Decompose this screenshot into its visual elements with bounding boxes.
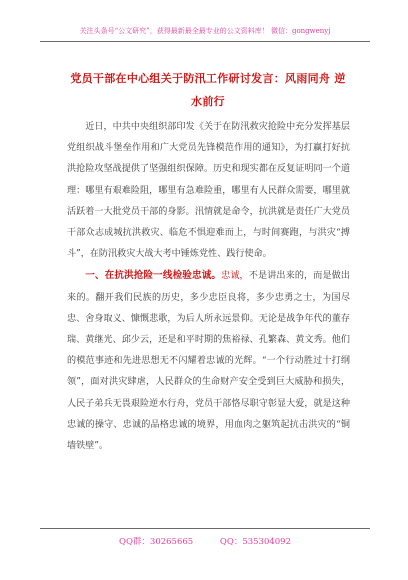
paragraph-intro-text: 近日，中共中央组织部印发《关于在防汛救灾抢险中充分发挥基层党组织战斗堡垒作用和广大党员先锋模范作用的通知》，为打赢打好抗洪抢险攻坚战提供了坚强组织保障。历史和现实都在反复证明同一个道理：哪里有艰难险阻，哪里有急难险重，哪里有人民群众需要，哪里就活跃着一大批党员干部的身影。汛情就是命令，抗洪就是责任广大党员干部众志成城抗洪救灾、临危不惧迎难而上，与时间赛跑，与洪灾“搏斗”，在防汛救灾大战大考中锤炼党性、践行使命。 bbox=[67, 122, 350, 260]
header-banner: 关注头条号“公文研究”，获得最新最全最专业的公文资料库！ 微信：gongwenyj bbox=[40, 26, 370, 42]
footer-contacts bbox=[40, 528, 370, 547]
document-body bbox=[67, 117, 350, 457]
paragraph-section-1 bbox=[67, 265, 350, 457]
section-1-text: 不是讲出来的，而是做出来的。翻开我们民族的历史，多少忠臣良将，多少忠勇之士，为国尽忠、舍身取义、慷慨悲歌，为后人所永远景仰。无论是战争年代的董存瑞、黄继光、邱少云，还是和平时期的焦裕禄、孔繁森、黄文秀。他们的模范事迹和先进思想无不闪耀着忠诚的光辉。“一个行动胜过十打纲领”，面对洪灾肆虐，人民群众的生命财产安全受到巨大威胁和损失，人民子弟兵无畏艰险逆水行舟，党员干部恪尽职守彰显大爱，就是这种忠诚的操守、忠诚的品格忠诚的境界，用血肉之躯筑起抗击洪灾的“铜墙铁壁”。 bbox=[67, 271, 350, 452]
section-1-highlight: 忠诚， bbox=[221, 271, 249, 282]
footer-qq-group: QQ群：30265665 bbox=[118, 537, 194, 547]
section-1-heading: 一、在抗洪抢险一线检验忠诚。 bbox=[85, 270, 222, 282]
paragraph-intro bbox=[67, 117, 350, 265]
document-title: 党员干部在中心组关于防汛工作研讨发言：风雨同舟 逆水前行 bbox=[70, 72, 346, 108]
footer-qq: QQ：535304092 bbox=[219, 537, 291, 547]
